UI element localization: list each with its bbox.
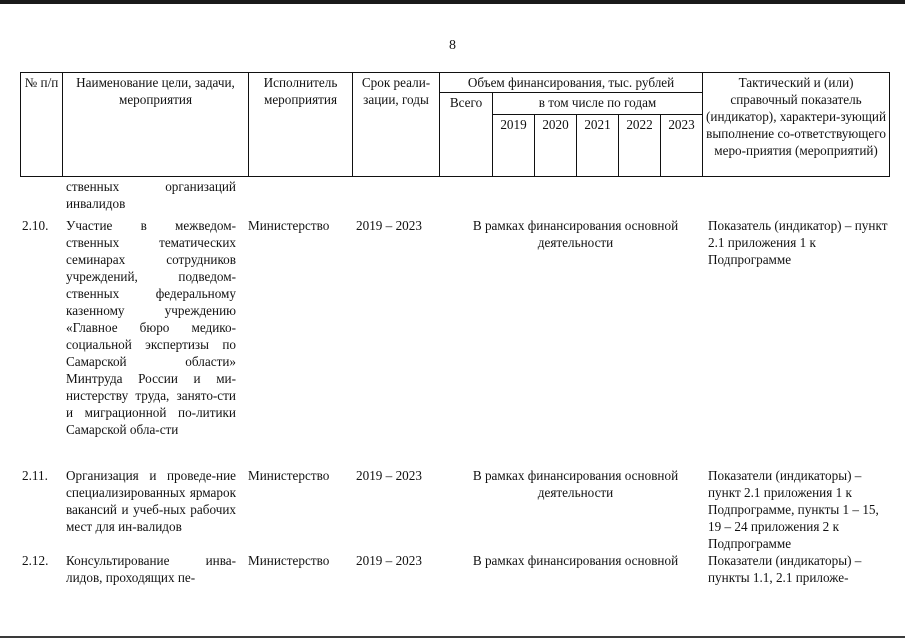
header-year: 2022: [619, 115, 661, 177]
header-executor: Исполнитель мероприятия: [249, 73, 353, 177]
header-year: 2020: [535, 115, 577, 177]
header-period: Срок реали-зации, годы: [353, 73, 440, 177]
row-period: 2019 – 2023: [356, 468, 422, 483]
row-name: Участие в межведом-ственных тематических семинарах сотрудников учреждений, подведом-ственных федеральному казенному учреждению «Главное бюро медико-социальной экспертизы по Самарской области» Минтруда России и ми-нистерству труда, занято-сти и миграционной по-литики Самарской обла-сти: [66, 218, 236, 437]
row-funding: В рамках финансирования основной деятельности: [472, 468, 679, 500]
header-name: Наименование цели, задачи, мероприятия: [63, 73, 249, 177]
row-indicator: Показатели (индикаторы) – пункты 1.1, 2.1 приложе-: [708, 553, 862, 585]
top-border-line: [0, 0, 905, 4]
header-year: 2021: [577, 115, 619, 177]
row-funding: В рамках финансирования основной деятельности: [472, 218, 679, 250]
row-period: 2019 – 2023: [356, 218, 422, 233]
row-executor: Министерство: [248, 553, 330, 568]
row-executor: Министерство: [248, 218, 330, 233]
row-indicator: Показатели (индикаторы) – пункт 2.1 приложения 1 к Подпрограмме, пункты 1 – 15, 19 – 24 приложения 2 к Подпрограмме: [708, 468, 879, 551]
header-indicator: Тактический и (или) справочный показатель (индикатор), характери-зующий выполнение со-ответствующего меро-приятия (мероприятий): [703, 73, 890, 177]
row-number: 2.12.: [22, 553, 49, 568]
header-year: 2023: [661, 115, 703, 177]
page-number: 8: [449, 38, 456, 53]
row-number: 2.11.: [22, 468, 48, 483]
table-header: [20, 72, 890, 177]
header-by-years: в том числе по годам: [493, 93, 703, 115]
row-name: ственных организаций инвалидов: [66, 179, 236, 211]
header-total: Всего: [440, 93, 493, 177]
row-name: Консультирование инва-лидов, проходящих пе-: [66, 553, 236, 585]
bottom-border-line: [0, 636, 905, 638]
header-num: № п/п: [21, 73, 63, 177]
row-executor: Министерство: [248, 468, 330, 483]
row-period: 2019 – 2023: [356, 553, 422, 568]
row-funding: В рамках финансирования основной: [472, 553, 679, 568]
row-number: 2.10.: [22, 218, 49, 233]
row-name: Организация и проведе-ние специализированных ярмарок вакансий и учеб-ных рабочих мест для ин-валидов: [66, 468, 236, 534]
header-year: 2019: [493, 115, 535, 177]
row-indicator: Показатель (индикатор) – пункт 2.1 приложения 1 к Подпрограмме: [708, 218, 888, 267]
header-funding: Объем финансирования, тыс. рублей: [440, 73, 703, 93]
